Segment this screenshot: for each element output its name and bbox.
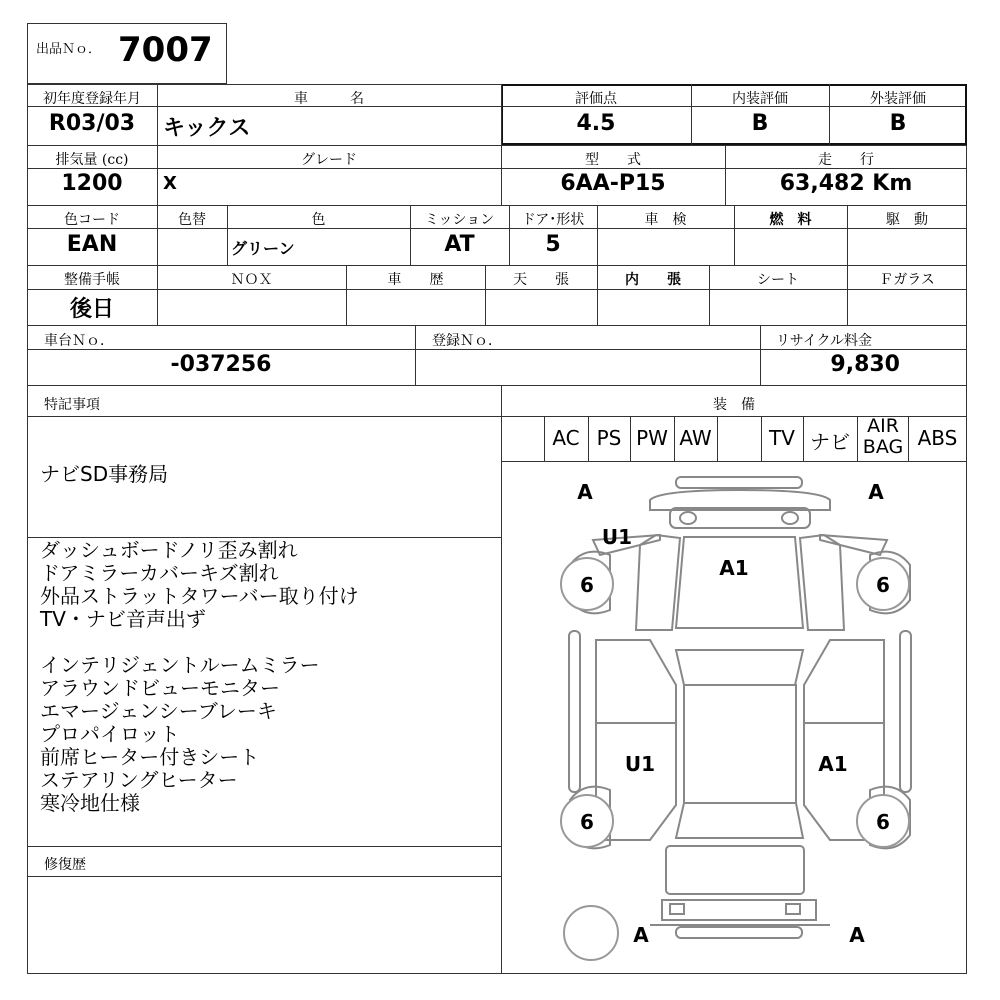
mark-rear-left-tire: 6 — [580, 810, 594, 834]
label-score: 評価点 — [575, 91, 617, 107]
transmission-value: AT — [444, 232, 475, 257]
label-color-change: 色替 — [178, 212, 206, 228]
spare-tire — [564, 906, 618, 960]
mileage-value: 63,482 Km — [779, 171, 913, 196]
color-code-value: EAN — [66, 232, 118, 257]
mark-rear-left-corner: A — [633, 923, 649, 947]
label-car-history: 車 歴 — [387, 272, 444, 288]
label-recycle-fee: リサイクル料金 — [776, 333, 873, 349]
label-interior-trim: 内 張 — [625, 272, 681, 288]
model-value: 6AA-P15 — [560, 171, 666, 196]
label-model: 型 式 — [585, 152, 641, 168]
label-equipment: 装 備 — [713, 397, 755, 413]
list-item: 寒冷地仕様 — [40, 791, 140, 815]
equipment-item-abs: ABS — [917, 426, 958, 450]
color-value: グリーン — [231, 239, 295, 258]
label-repair-history: 修復歴 — [44, 857, 86, 873]
car-name-value: キックス — [163, 116, 251, 141]
score-value: 4.5 — [576, 111, 616, 136]
exterior-grade-value: B — [889, 111, 907, 136]
label-special-notes: 特記事項 — [44, 397, 100, 413]
list-item: ステアリングヒーター — [40, 768, 238, 792]
list-item: 外品ストラットタワーバー取り付け — [40, 584, 359, 608]
mark-hood: A1 — [719, 556, 749, 580]
label-first-registration: 初年度登録年月 — [43, 91, 141, 107]
mark-rear-right-corner: A — [849, 923, 865, 947]
special-notes-text: ナビSD事務局 — [40, 462, 169, 486]
list-item: TV・ナビ音声出ず — [40, 607, 206, 631]
maintenance-book-value: 後日 — [69, 297, 114, 322]
list-item: 前席ヒーター付きシート — [40, 745, 260, 769]
label-inspection: 車 検 — [644, 212, 687, 228]
displacement-value: 1200 — [61, 171, 123, 196]
list-item: インテリジェントルームミラー — [40, 653, 320, 677]
lot-number: 7007 — [118, 30, 213, 70]
label-grade: グレード — [301, 152, 357, 168]
label-displacement: 排気量 (cc) — [55, 152, 129, 168]
mark-right-side: A1 — [818, 752, 848, 776]
label-color: 色 — [311, 212, 326, 228]
recycle-fee-value: 9,830 — [830, 352, 900, 377]
equipment-item-pw: PW — [636, 426, 668, 450]
label-fuel: 燃 料 — [769, 212, 812, 228]
label-maintenance-book: 整備手帳 — [64, 272, 120, 288]
label-chassis-number: 車台Ｎｏ． — [44, 333, 114, 349]
equipment-item-ps: PS — [596, 426, 622, 450]
list-item: アラウンドビューモニター — [40, 676, 280, 700]
label-registration-number: 登録Ｎｏ． — [432, 333, 502, 349]
mark-front-left-tire: 6 — [580, 573, 594, 597]
label-color-code: 色コード — [64, 212, 120, 228]
label-door-shape: ドア･形状 — [521, 212, 585, 228]
label-exterior-grade: 外装評価 — [870, 91, 926, 107]
door-value: 5 — [545, 232, 561, 257]
label-car-name: 車 名 — [294, 91, 364, 107]
label-roof-lining: 天 張 — [513, 272, 569, 288]
mark-front-left-fender: U1 — [601, 525, 633, 549]
equipment-item-ac: AC — [552, 426, 580, 450]
interior-grade-value: B — [751, 111, 769, 136]
equipment-item-tv: TV — [769, 426, 795, 450]
mark-front-left-corner: A — [577, 480, 593, 504]
first-registration-value: R03/03 — [48, 111, 136, 136]
list-item: ドアミラーカバーキズ割れ — [40, 561, 279, 585]
label-mileage: 走 行 — [818, 152, 874, 168]
label-drive: 駆 動 — [886, 212, 928, 228]
list-item: プロパイロット — [40, 722, 180, 746]
label-nox: ＮＯＸ — [230, 272, 273, 288]
grade-value: X — [163, 173, 177, 194]
lot-label: 出品Ｎｏ． — [36, 42, 102, 57]
label-front-glass: Ｆガラス — [879, 272, 935, 288]
mark-rear-right-tire: 6 — [876, 810, 890, 834]
equipment-item-navi: ナビ — [810, 430, 850, 454]
chassis-number-value: -037256 — [170, 352, 272, 377]
list-item: ダッシュボードノリ歪み割れ — [40, 538, 298, 562]
mark-front-right-tire: 6 — [876, 573, 890, 597]
list-item: エマージェンシーブレーキ — [40, 699, 277, 723]
label-interior-grade: 内装評価 — [732, 91, 788, 107]
label-seat: シート — [757, 272, 799, 288]
label-transmission: ミッション — [424, 212, 495, 228]
equipment-item-aw: AW — [679, 426, 712, 450]
mark-front-right-corner: A — [868, 480, 884, 504]
mark-left-side: U1 — [624, 752, 656, 776]
equipment-item-airbag: AIR BAG — [862, 415, 904, 458]
